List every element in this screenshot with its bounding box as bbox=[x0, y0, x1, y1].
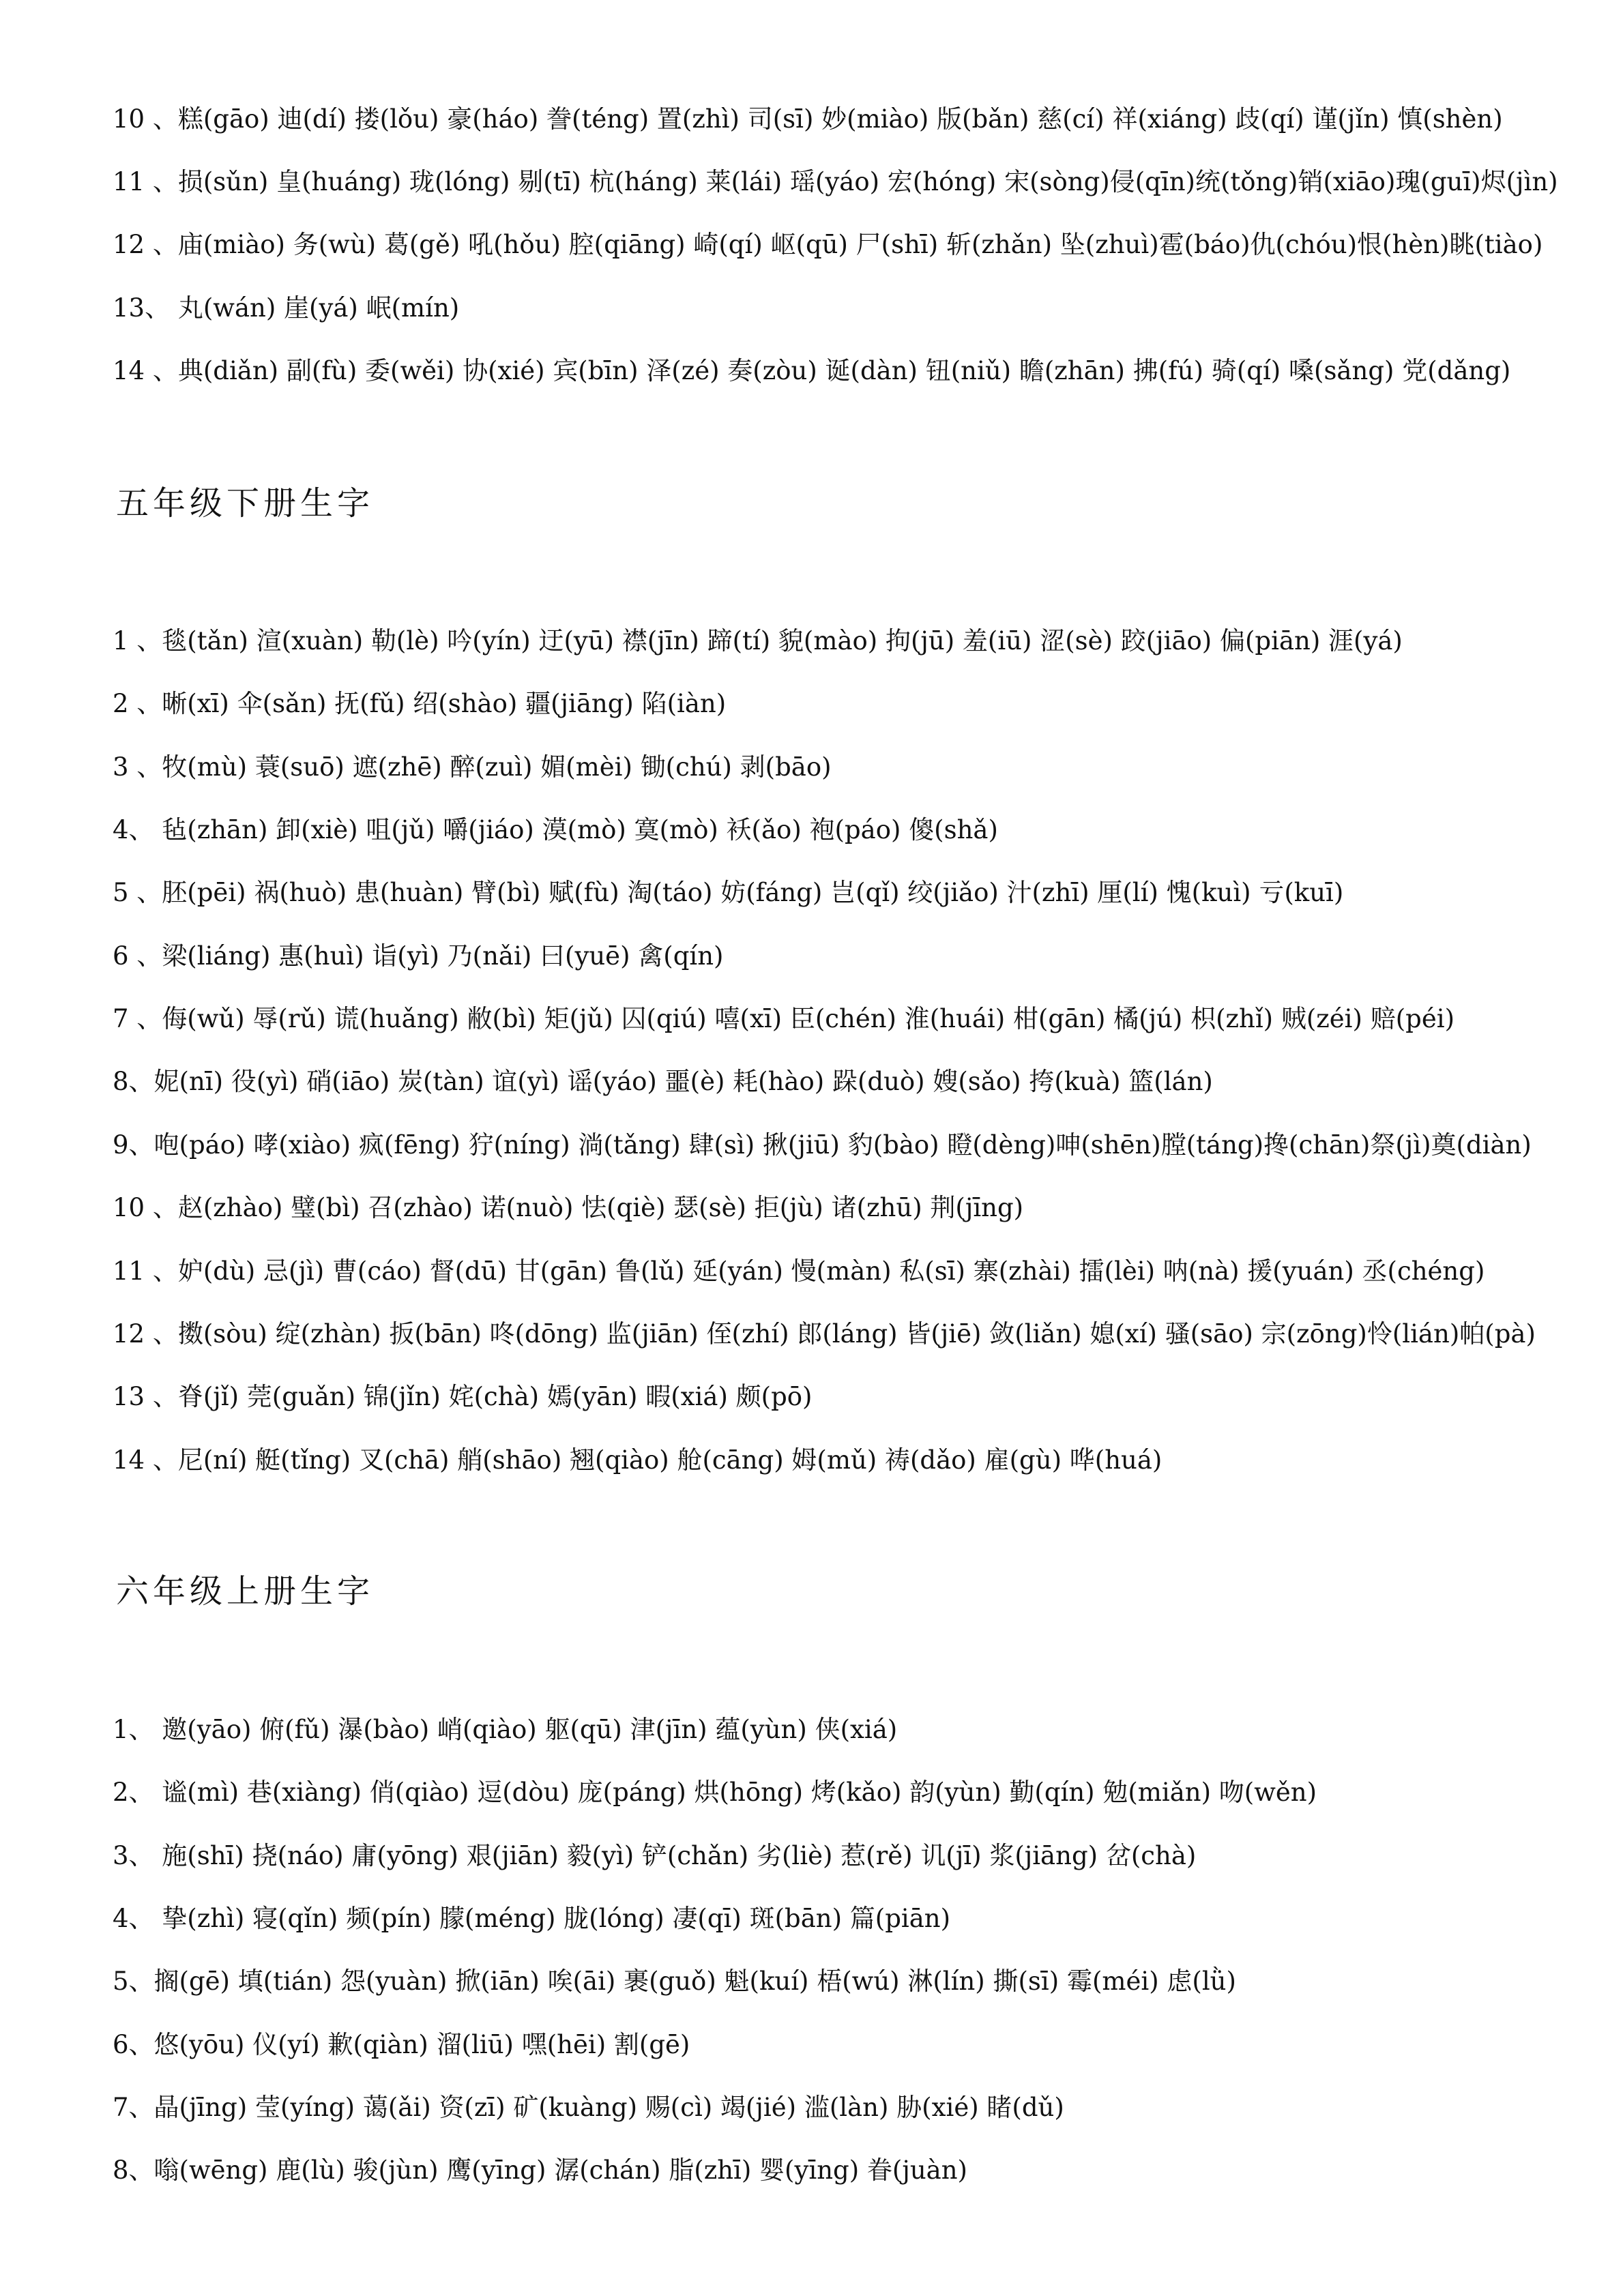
text-line-5b-8: 8、妮(nī) 役(yì) 硝(iāo) 炭(tàn) 谊(yì) 谣(yáo) 噩(è) 耗(hào) 跺(duò) 嫂(sǎo) 挎(kuà) 篮(lán) bbox=[113, 1067, 1213, 1096]
text-line-6a-6: 6、悠(yōu) 仪(yí) 歉(qiàn) 溜(liū) 嘿(hēi) 割(gē) bbox=[113, 2030, 690, 2059]
text-line-6a-4: 4、 挚(zhì) 寝(qǐn) 频(pín) 朦(méng) 胧(lóng) 凄(qī) 斑(bān) 篇(piān) bbox=[113, 1904, 951, 1933]
text-line-prev-14: 14 、典(diǎn) 副(fù) 委(wěi) 协(xié) 宾(bīn) 泽(zé) 奏(zòu) 诞(dàn) 钮(niǔ) 瞻(zhān) 拂(fú) 骑(qí) 嗓(sǎng) 党(dǎng) bbox=[113, 356, 1511, 385]
text-line-5b-6: 6 、梁(liáng) 惠(huì) 诣(yì) 乃(nǎi) 曰(yuē) 禽(qín) bbox=[113, 941, 724, 971]
text-line-6a-7: 7、晶(jīng) 莹(yíng) 蔼(ǎi) 资(zī) 矿(kuàng) 赐(cì) 竭(jié) 滥(làn) 胁(xié) 睹(dǔ) bbox=[113, 2093, 1064, 2122]
text-line-6a-5: 5、搁(gē) 填(tián) 怨(yuàn) 掀(iān) 唉(āi) 裹(guǒ) 魁(kuí) 梧(wú) 淋(lín) 撕(sī) 霉(méi) 虑(lǜ) bbox=[113, 1967, 1236, 1996]
text-line-prev-11: 11 、损(sǔn) 皇(huáng) 珑(lóng) 剔(tī) 杭(háng) 莱(lái) 瑶(yáo) 宏(hóng) 宋(sòng)侵(qīn)统(tǒng)销(xiāo)瑰(guī)烬(jìn) bbox=[113, 167, 1558, 196]
text-line-5b-9: 9、咆(páo) 哮(xiào) 疯(fēng) 狞(níng) 淌(tǎng) 肆(sì) 揪(jiū) 豹(bào) 瞪(dèng)呻(shēn)膛(táng)搀(chān)祭(jì)奠(diàn) bbox=[113, 1130, 1532, 1160]
text-line-prev-13: 13、 丸(wán) 崖(yá) 岷(mín) bbox=[113, 293, 460, 323]
text-line-5b-4: 4、 毡(zhān) 卸(xiè) 咀(jǔ) 嚼(jiáo) 漠(mò) 寞(mò) 袄(ǎo) 袍(páo) 傻(shǎ) bbox=[113, 815, 998, 844]
text-line-5b-1: 1 、毯(tǎn) 渲(xuàn) 勒(lè) 吟(yín) 迂(yū) 襟(jīn) 蹄(tí) 貌(mào) 拘(jū) 羞(iū) 涩(sè) 跤(jiāo) 偏(piān) 涯(yá) bbox=[113, 626, 1403, 656]
text-line-6a-8: 8、嗡(wēng) 鹿(lù) 骏(jùn) 鹰(yīng) 潺(chán) 脂(zhī) 婴(yīng) 眷(juàn) bbox=[113, 2155, 967, 2185]
text-line-5b-10: 10 、赵(zhào) 璧(bì) 召(zhào) 诺(nuò) 怯(qiè) 瑟(sè) 拒(jù) 诸(zhū) 荆(jīng) bbox=[113, 1193, 1024, 1222]
text-line-5b-11: 11 、妒(dù) 忌(jì) 曹(cáo) 督(dū) 甘(gān) 鲁(lǔ) 延(yán) 慢(màn) 私(sī) 寨(zhài) 擂(lèi) 呐(nà) 援(yuán) 丞(chéng) bbox=[113, 1256, 1485, 1286]
text-line-5b-14: 14 、尼(ní) 艇(tǐng) 叉(chā) 艄(shāo) 翘(qiào) 舱(cāng) 姆(mǔ) 祷(dǎo) 雇(gù) 哗(huá) bbox=[113, 1445, 1163, 1475]
text-line-5b-12: 12 、擞(sòu) 绽(zhàn) 扳(bān) 咚(dōng) 监(jiān) 侄(zhí) 郎(láng) 皆(jiē) 敛(liǎn) 媳(xí) 骚(sāo) 宗(zōng)怜(lián)帕(pà) bbox=[113, 1319, 1536, 1349]
text-line-5b-5: 5 、胚(pēi) 祸(huò) 患(huàn) 臂(bì) 赋(fù) 淘(táo) 妨(fáng) 岂(qǐ) 绞(jiǎo) 汁(zhī) 厘(lí) 愧(kuì) 亏(kuī) bbox=[113, 878, 1344, 907]
section-heading-grade5-second: 五年级下册生字 bbox=[116, 484, 375, 523]
section-heading-grade6-first: 六年级上册生字 bbox=[116, 1572, 375, 1610]
text-line-5b-3: 3 、牧(mù) 蓑(suō) 遮(zhē) 醉(zuì) 媚(mèi) 锄(chú) 剥(bāo) bbox=[113, 752, 832, 782]
text-line-6a-3: 3、 施(shī) 挠(náo) 庸(yōng) 艰(jiān) 毅(yì) 铲(chǎn) 劣(liè) 惹(rě) 讥(jī) 浆(jiāng) 岔(chà) bbox=[113, 1841, 1197, 1870]
text-line-prev-10: 10 、糕(gāo) 迪(dí) 搂(lǒu) 豪(háo) 誊(téng) 置(zhì) 司(sī) 妙(miào) 版(bǎn) 慈(cí) 祥(xiáng) 歧(qí) 谨(jǐn) 慎(shèn) bbox=[113, 104, 1503, 134]
text-line-5b-2: 2 、晰(xī) 伞(sǎn) 抚(fǔ) 绍(shào) 疆(jiāng) 陷(iàn) bbox=[113, 689, 727, 718]
text-line-5b-13: 13 、脊(jǐ) 莞(guǎn) 锦(jǐn) 姹(chà) 嫣(yān) 暇(xiá) 颇(pō) bbox=[113, 1382, 813, 1411]
text-line-6a-2: 2、 谧(mì) 巷(xiàng) 俏(qiào) 逗(dòu) 庞(páng) 烘(hōng) 烤(kǎo) 韵(yùn) 勤(qín) 勉(miǎn) 吻(wěn) bbox=[113, 1778, 1317, 1807]
text-line-prev-12: 12 、庙(miào) 务(wù) 葛(gě) 吼(hǒu) 腔(qiāng) 崎(qí) 岖(qū) 尸(shī) 斩(zhǎn) 坠(zhuì)雹(báo)仇(chóu)恨(hèn)眺(tiào) bbox=[113, 230, 1543, 259]
text-line-5b-7: 7 、侮(wǔ) 辱(rǔ) 谎(huǎng) 敝(bì) 矩(jǔ) 囚(qiú) 嘻(xī) 臣(chén) 淮(huái) 柑(gān) 橘(jú) 枳(zhǐ) 贼(zéi) 赔(péi) bbox=[113, 1004, 1454, 1033]
text-line-6a-1: 1、 邀(yāo) 俯(fǔ) 瀑(bào) 峭(qiào) 躯(qū) 津(jīn) 蕴(yùn) 侠(xiá) bbox=[113, 1715, 898, 1744]
